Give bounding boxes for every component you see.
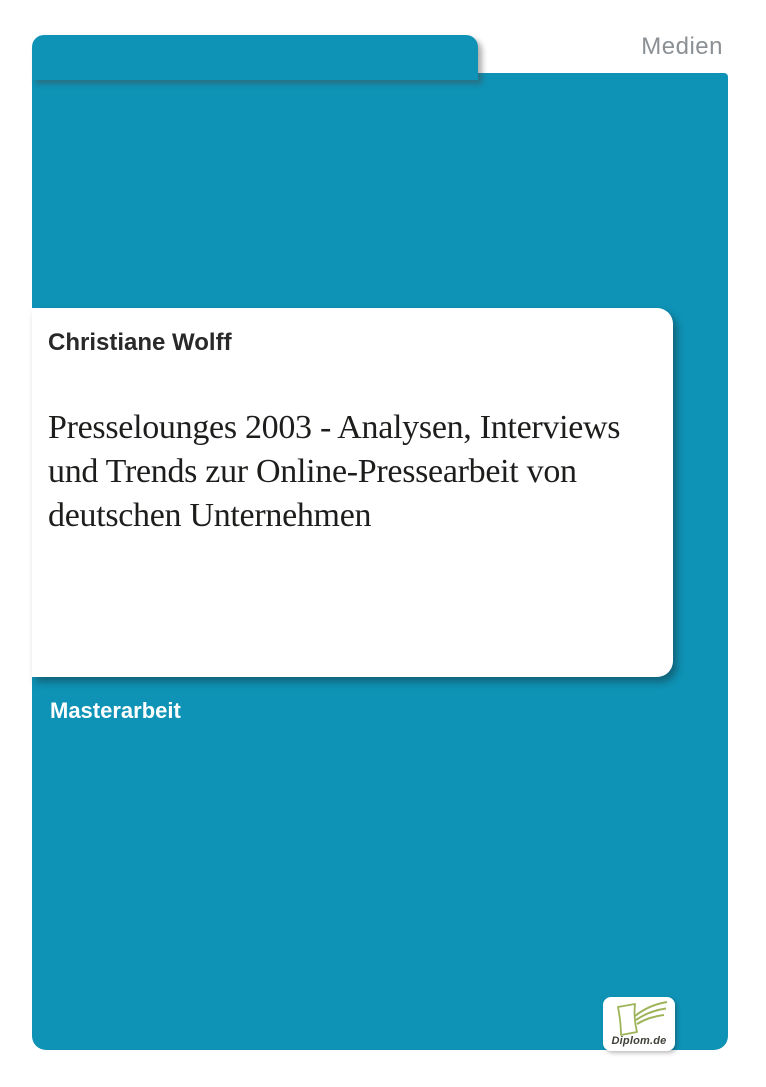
- fanned-pages-icon: [611, 1000, 669, 1036]
- title-card: [32, 308, 673, 677]
- author-name: Christiane Wolff: [48, 329, 232, 356]
- publisher-name: Diplom.de: [611, 1035, 667, 1047]
- teal-tab-shape: [32, 35, 478, 80]
- book-title-line: Presselounges 2003 - Analysen, Interviews: [48, 409, 621, 446]
- publisher-logo: [603, 997, 675, 1051]
- book-title: [48, 406, 647, 538]
- book-title-line: und Trends zur Online-Pressearbeit von: [48, 453, 577, 490]
- category-label: Medien: [641, 33, 723, 60]
- book-title-line: deutschen Unternehmen: [48, 497, 372, 534]
- document-type-label: Masterarbeit: [50, 698, 181, 723]
